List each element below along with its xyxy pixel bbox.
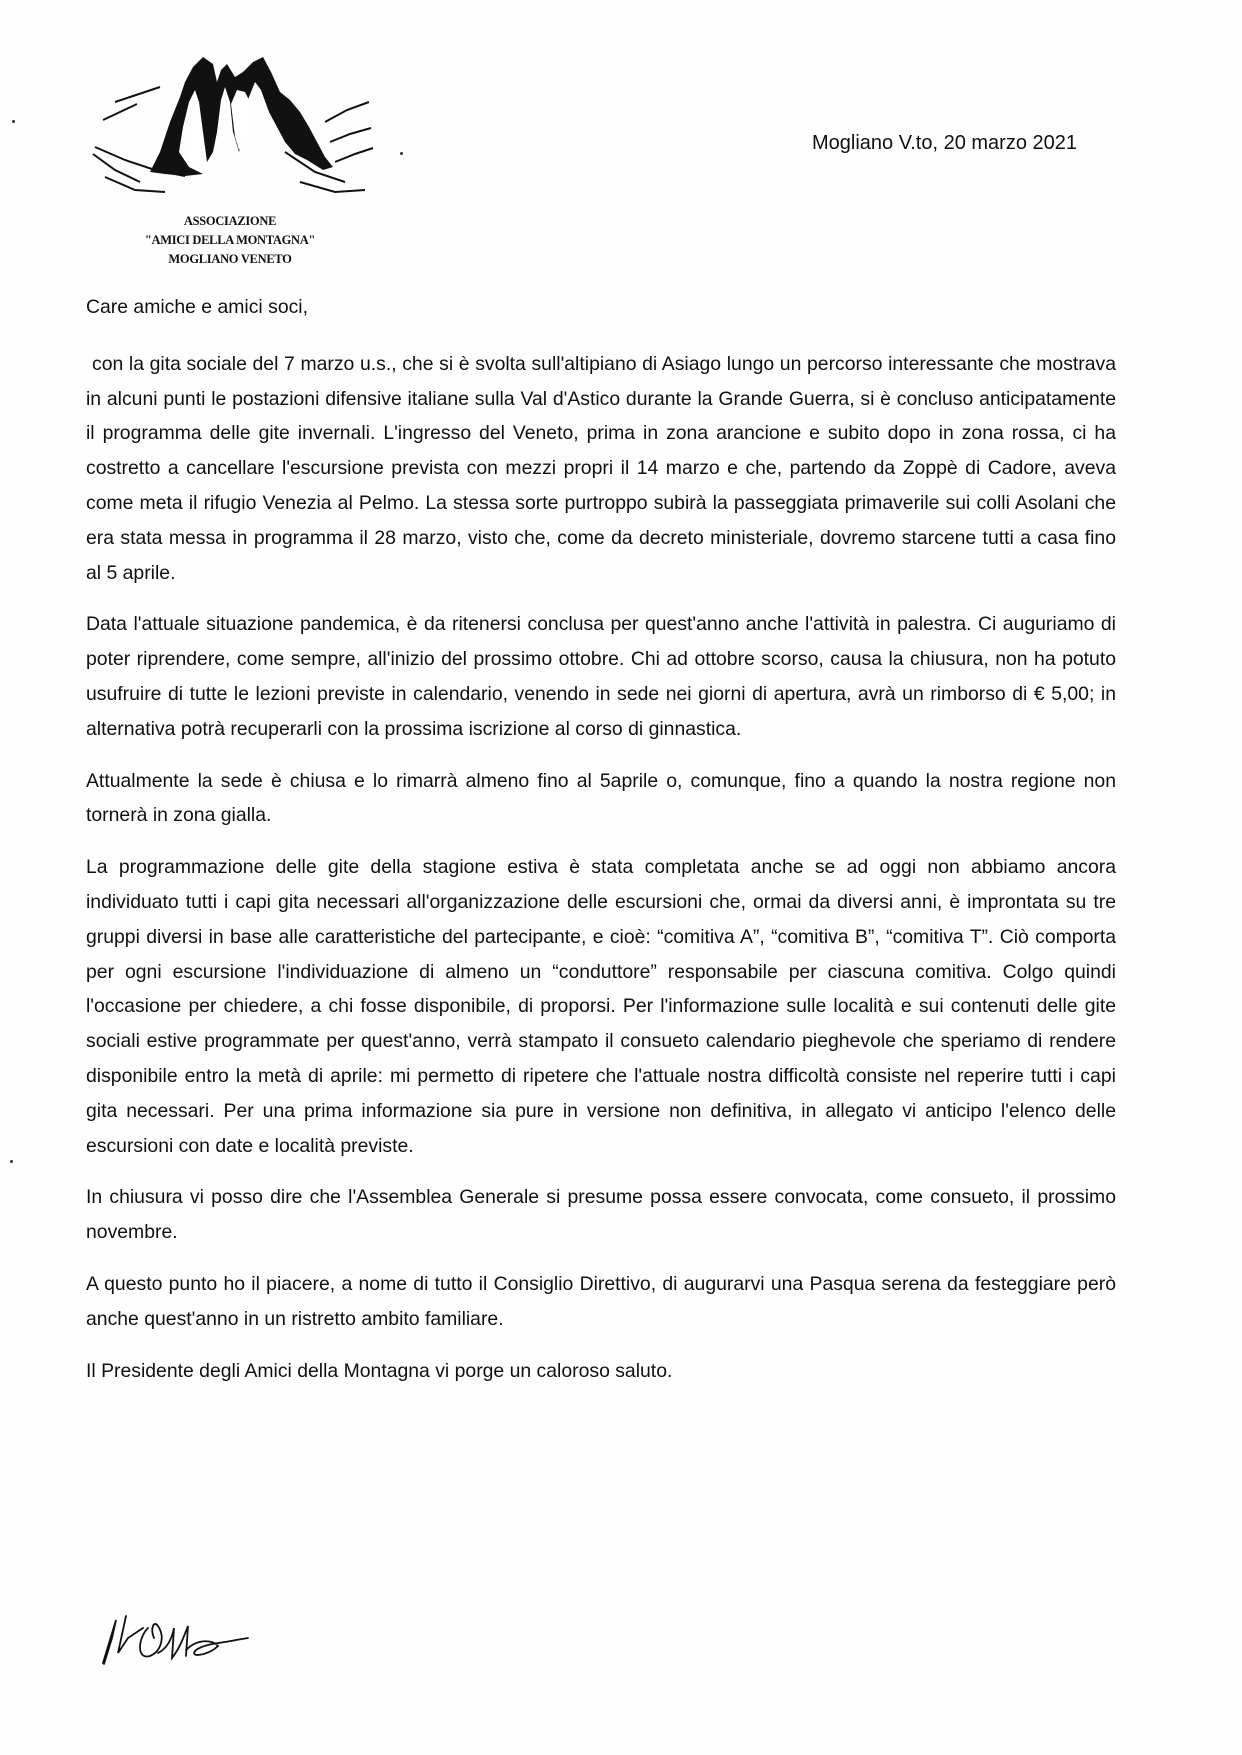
paragraph-office-closed: Attualmente la sede è chiusa e lo rimarrà almeno fino al 5aprile o, comunque, fino a quando la nostra regione non tornerà in zona gialla. <box>86 769 1116 827</box>
org-line-2: "AMICI DELLA MONTAGNA" <box>144 233 316 247</box>
paragraph-assembly: In chiusura vi posso dire che l'Assemblea Generale si presume possa essere convocata, come consueto, il prossimo novembre. <box>86 1186 1116 1244</box>
paragraph-gym: Data l'attuale situazione pandemica, è da ritenersi conclusa per quest'anno anche l'attività in palestra. Ci auguriamo di poter riprendere, come sempre, all'inizio del prossimo ottobre. Chi ad ottobre scorso, causa la chiusura, non ha potuto usufruire di tutte le lezioni previste in calendario, venendo in sede nei giorni di apertura, avrà un rimborso di € 5,00; in alternativa potrà recuperarli con la prossima iscrizione al corso di ginnastica. <box>86 613 1116 740</box>
organization-name <box>85 212 375 269</box>
letter-body <box>86 290 1116 1388</box>
paragraph-excursions: con la gita sociale del 7 marzo u.s., che si è svolta sull'altipiano di Asiago lungo un percorso interessante che mostrava in alcuni punti le postazioni difensive italiane sulla Val d'Astico durante la Grande Guerra, si è concluso anticipatamente il programma delle gite invernali. L'ingresso del Veneto, prima in zona arancione e subito dopo in zona rossa, ci ha costretto a cancellare l'escursione prevista con mezzi propri il 14 marzo e che, partendo da Zoppè di Cadore, aveva come meta il rifugio Venezia al Pelmo. La stessa sorte purtroppo subirà la passeggiata primaverile sui colli Asolani che era stata messa in programma il 28 marzo, visto che, come da decreto ministeriale, dovremo starcene tutti a casa fino al 5 aprile. <box>86 352 1116 584</box>
org-line-1: ASSOCIAZIONE <box>183 214 277 228</box>
mountain-peaks-icon <box>85 42 375 212</box>
closing-salutation: Il Presidente degli Amici della Montagna vi porge un caloroso saluto. <box>86 1359 673 1382</box>
letter-date: Mogliano V.to, 20 marzo 2021 <box>812 132 1077 154</box>
handwritten-signature-icon <box>88 1598 258 1668</box>
paragraph-summer-program: La programmazione delle gite della stagione estiva è stata completata anche se ad oggi non abbiamo ancora individuato tutti i capi gita necessari all'organizzazione delle escursioni che, ormai da diversi anni, è improntata su tre gruppi diversi in base alle caratteristiche del partecipante, e cioè: “comitiva A”, “comitiva B”, “comitiva T”. Ciò comporta per ogni escursione l'individuazione di almeno un “conduttore” responsabile per ciascuna comitiva. Colgo quindi l'occasione per chiedere, a chi fosse disponibile, di proporsi. Per l'informazione sulle località e sui contenuti delle gite sociali estive programmate per quest'anno, verrà stampato il consueto calendario pieghevole che speriamo di rendere disponibile entro la metà di aprile: mi permetto di ripetere che l'attuale nostra difficoltà consiste nel reperire tutti i capi gita necessari. Per una prima informazione sia pure in versione non definitiva, in allegato vi anticipo l'elenco delle escursioni con date e località previste. <box>86 856 1116 1157</box>
org-line-3: MOGLIANO VENETO <box>168 252 292 266</box>
letterhead-logo <box>85 42 375 266</box>
greeting: Care amiche e amici soci, <box>86 296 308 318</box>
scan-speck <box>10 1160 13 1163</box>
scan-speck <box>400 152 403 155</box>
paragraph-easter-wishes: A questo punto ho il piacere, a nome di tutto il Consiglio Direttivo, di augurarvi una Pasqua serena da festeggiare però anche quest'anno in un ristretto ambito familiare. <box>86 1272 1116 1330</box>
scan-speck <box>12 120 15 123</box>
